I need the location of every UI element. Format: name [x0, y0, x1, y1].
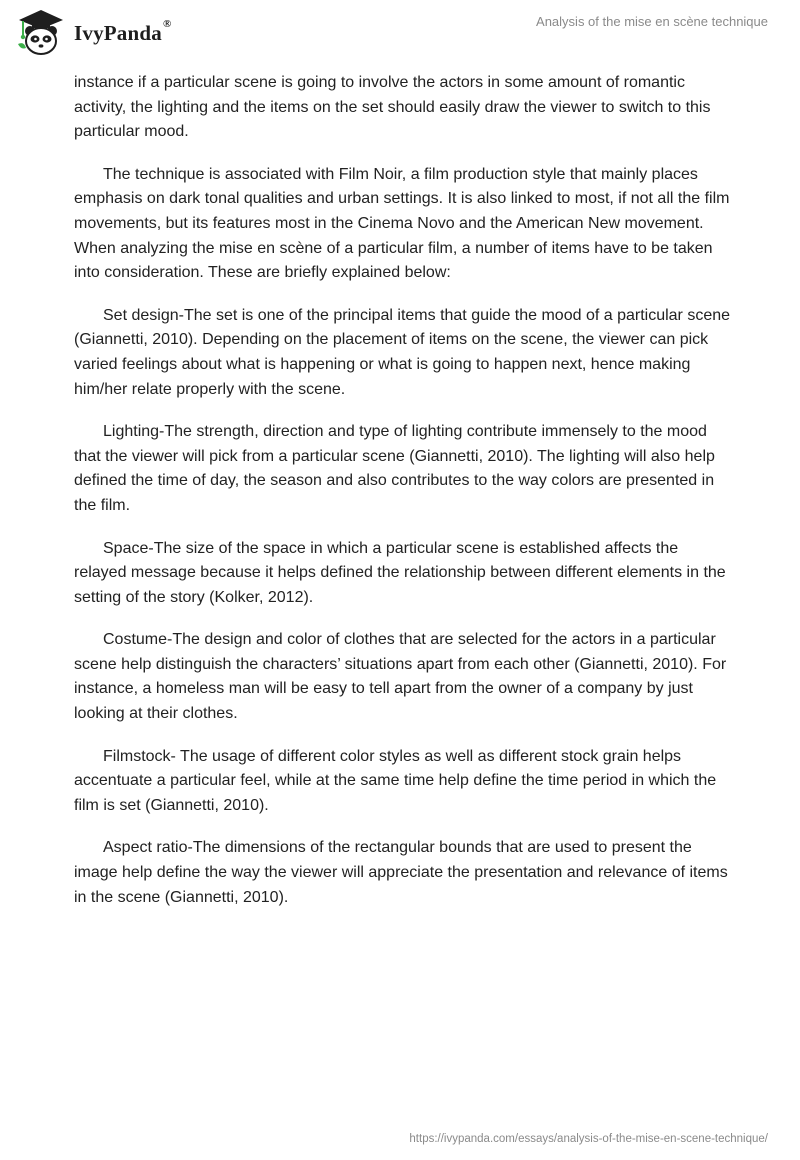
paragraph: Set design-The set is one of the principal items that guide the mood of a particular scene (Giannetti, 2010). Depending on the placement of items on the scene, the viewer can pick varied feelings about what is happening or what is going to happen next, hence making him/her relate properly with the scene. [74, 306, 731, 398]
page-header [0, 0, 800, 60]
paragraph: Space-The size of the space in which a particular scene is established affects the relayed message because it helps defined the relationship between different elements in the setting of the story (Kolker, 2012). [74, 539, 726, 606]
paragraph: The technique is associated with Film Noir, a film production style that mainly places emphasis on dark tonal qualities and urban settings. It is also linked to most, if not all the film movements, but its features most in the Cinema Novo and the American New movement. When analyzing the mise en scène of a particular film, a number of items have to be taken into consideration. These are briefly explained below: [74, 165, 730, 282]
registered-mark: ® [162, 17, 172, 30]
brand-name: IvyPanda® [74, 17, 172, 45]
document-title: Analysis of the mise en scène technique [536, 14, 768, 29]
essay-body [74, 71, 734, 928]
paragraph: Aspect ratio-The dimensions of the rectangular bounds that are used to present the image help define the way the viewer will appreciate the presentation and relevance of items in the scene (Giannetti, 2010). [74, 839, 728, 906]
ivypanda-logo[interactable] [16, 8, 171, 56]
paragraph: instance if a particular scene is going to involve the actors in some amount of romantic activity, the lighting and the items on the set should easily draw the viewer to switch to this particular mood. [74, 74, 711, 141]
panda-graduation-cap-icon [16, 8, 66, 56]
paragraph: Lighting-The strength, direction and type of lighting contribute immensely to the mood that the viewer will pick from a particular scene (Giannetti, 2010). The lighting will also help defined the time of day, the season and also contributes to the way colors are presented in the film. [74, 423, 715, 514]
source-url-link[interactable]: https://ivypanda.com/essays/analysis-of-the-mise-en-scene-technique/ [409, 1133, 768, 1145]
paragraph: Costume-The design and color of clothes that are selected for the actors in a particular scene help distinguish the characters’ situations apart from each other (Giannetti, 2010). For instance, a homeless man will be easy to tell apart from the owner of a company by just looking at their clothes. [74, 631, 727, 723]
paragraph: Filmstock- The usage of different color styles as well as different stock grain helps accentuate a particular feel, while at the same time help define the time period in which the film is set (Giannetti, 2010). [74, 747, 717, 814]
